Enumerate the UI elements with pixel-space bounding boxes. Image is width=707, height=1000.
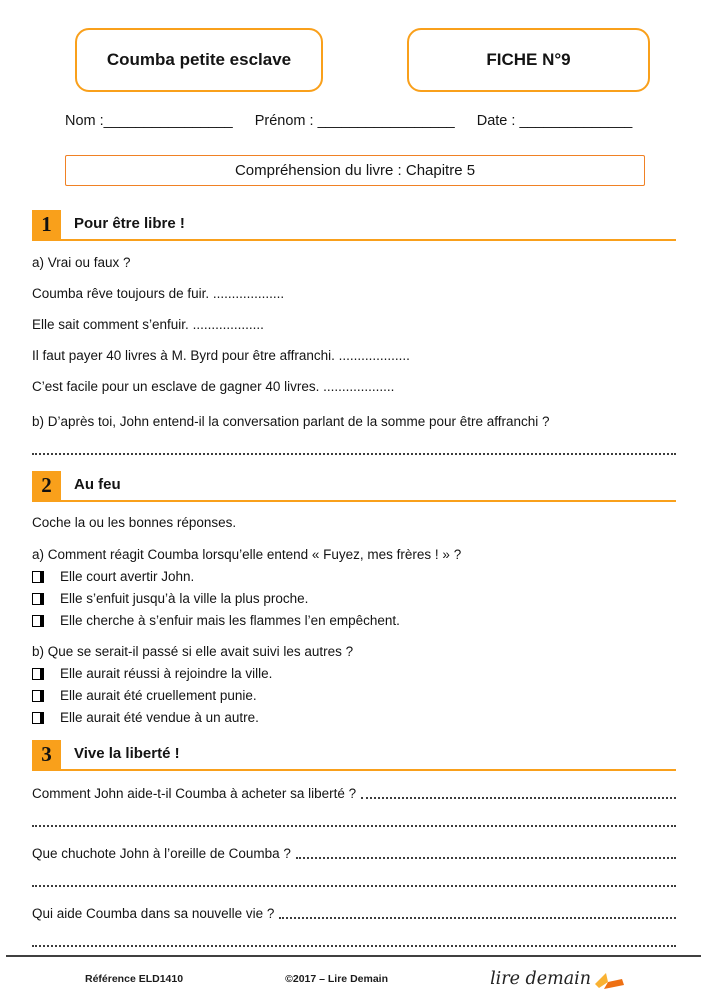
firstname-label: Prénom :: [254, 113, 314, 129]
date-blank: ______________: [519, 113, 633, 129]
name-field: [65, 113, 233, 129]
checkbox-icon: [32, 690, 44, 702]
answer-dot-leader: [279, 917, 676, 919]
checkbox-icon: [32, 593, 44, 605]
identity-row: [0, 92, 707, 129]
subject-box: [65, 155, 645, 186]
section-1-question-b: b) D’après toi, John entend-il la conversation parlant de la somme pour être affranchi ?: [32, 414, 550, 429]
book-title-box: [75, 28, 323, 92]
checkbox-icon: [32, 668, 44, 680]
section-1-number-badge: 1: [32, 210, 61, 239]
section-1-header: [32, 210, 676, 241]
checkbox-icon: [32, 712, 44, 724]
answer-option: [32, 709, 676, 726]
open-question-text: Que chuchote John à l’oreille de Coumba ?: [32, 846, 291, 861]
section-3-title: Vive la liberté !: [74, 745, 180, 762]
section-3-header: [32, 740, 676, 771]
answer-option: [32, 612, 676, 629]
answer-option: [32, 568, 676, 585]
section-1-title: Pour être libre !: [74, 215, 185, 232]
open-question-row: [32, 845, 676, 862]
book-title: Coumba petite esclave: [106, 50, 292, 69]
firstname-field: [255, 113, 455, 129]
name-blank: ________________: [103, 113, 233, 129]
date-field: [477, 113, 633, 129]
answer-dotted-line: [32, 822, 676, 827]
book-swoosh-icon: [593, 971, 625, 993]
section-2-header: [32, 471, 676, 502]
option-label: Elle court avertir John.: [60, 569, 195, 584]
checkbox-icon: [32, 615, 44, 627]
option-label: Elle aurait été vendue à un autre.: [60, 710, 259, 725]
answer-dotted-line: [32, 882, 676, 887]
answer-option: [32, 687, 676, 704]
option-label: Elle s’enfuit jusqu’à la ville la plus proche.: [60, 591, 309, 606]
true-false-statement: Elle sait comment s’enfuir. ...................: [32, 317, 264, 332]
checkbox-icon: [32, 571, 44, 583]
firstname-blank: _________________: [317, 113, 455, 129]
section-2-instruction: Coche la ou les bonnes réponses.: [32, 515, 237, 530]
answer-option: [32, 590, 676, 607]
section-2-question-b: b) Que se serait-il passé si elle avait suivi les autres ?: [32, 644, 354, 659]
section-2-title: Au feu: [74, 476, 121, 493]
subject-title: Compréhension du livre : Chapitre 5: [234, 162, 476, 179]
open-question-row: [32, 785, 676, 802]
date-label: Date :: [476, 113, 516, 129]
open-question-text: Qui aide Coumba dans sa nouvelle vie ?: [32, 906, 275, 921]
publisher-logo: [490, 965, 625, 993]
open-question-row: [32, 905, 676, 922]
footer-reference: Référence ELD1410: [85, 973, 184, 985]
answer-option: [32, 665, 676, 682]
answer-dotted-line: [32, 450, 676, 455]
publisher-logo-text: lire demain: [490, 969, 591, 989]
section-1-intro: a) Vrai ou faux ?: [32, 255, 131, 270]
true-false-statement: Coumba rêve toujours de fuir. ...................: [32, 286, 285, 301]
true-false-statement: C’est facile pour un esclave de gagner 40 livres. ...................: [32, 379, 395, 394]
answer-dot-leader: [361, 797, 676, 799]
worksheet-content: [0, 210, 707, 947]
header-row: [0, 0, 707, 92]
answer-dotted-line: [32, 942, 676, 947]
open-question-text: Comment John aide-t-il Coumba à acheter sa liberté ?: [32, 786, 357, 801]
section-2-question-a: a) Comment réagit Coumba lorsqu’elle entend « Fuyez, mes frères ! » ?: [32, 547, 462, 562]
sheet-number: FICHE N°9: [486, 50, 571, 69]
option-label: Elle cherche à s’enfuir mais les flammes l’en empêchent.: [60, 613, 400, 628]
section-2-number-badge: 2: [32, 471, 61, 500]
true-false-statement: Il faut payer 40 livres à M. Byrd pour être affranchi. ...................: [32, 348, 410, 363]
option-label: Elle aurait réussi à rejoindre la ville.: [60, 666, 273, 681]
name-label: Nom :: [65, 113, 104, 129]
sheet-number-box: [407, 28, 650, 92]
page-footer: [6, 955, 701, 993]
footer-copyright: ©2017 – Lire Demain: [285, 973, 388, 985]
answer-dot-leader: [296, 857, 676, 859]
section-3-number-badge: 3: [32, 740, 61, 769]
option-label: Elle aurait été cruellement punie.: [60, 688, 257, 703]
